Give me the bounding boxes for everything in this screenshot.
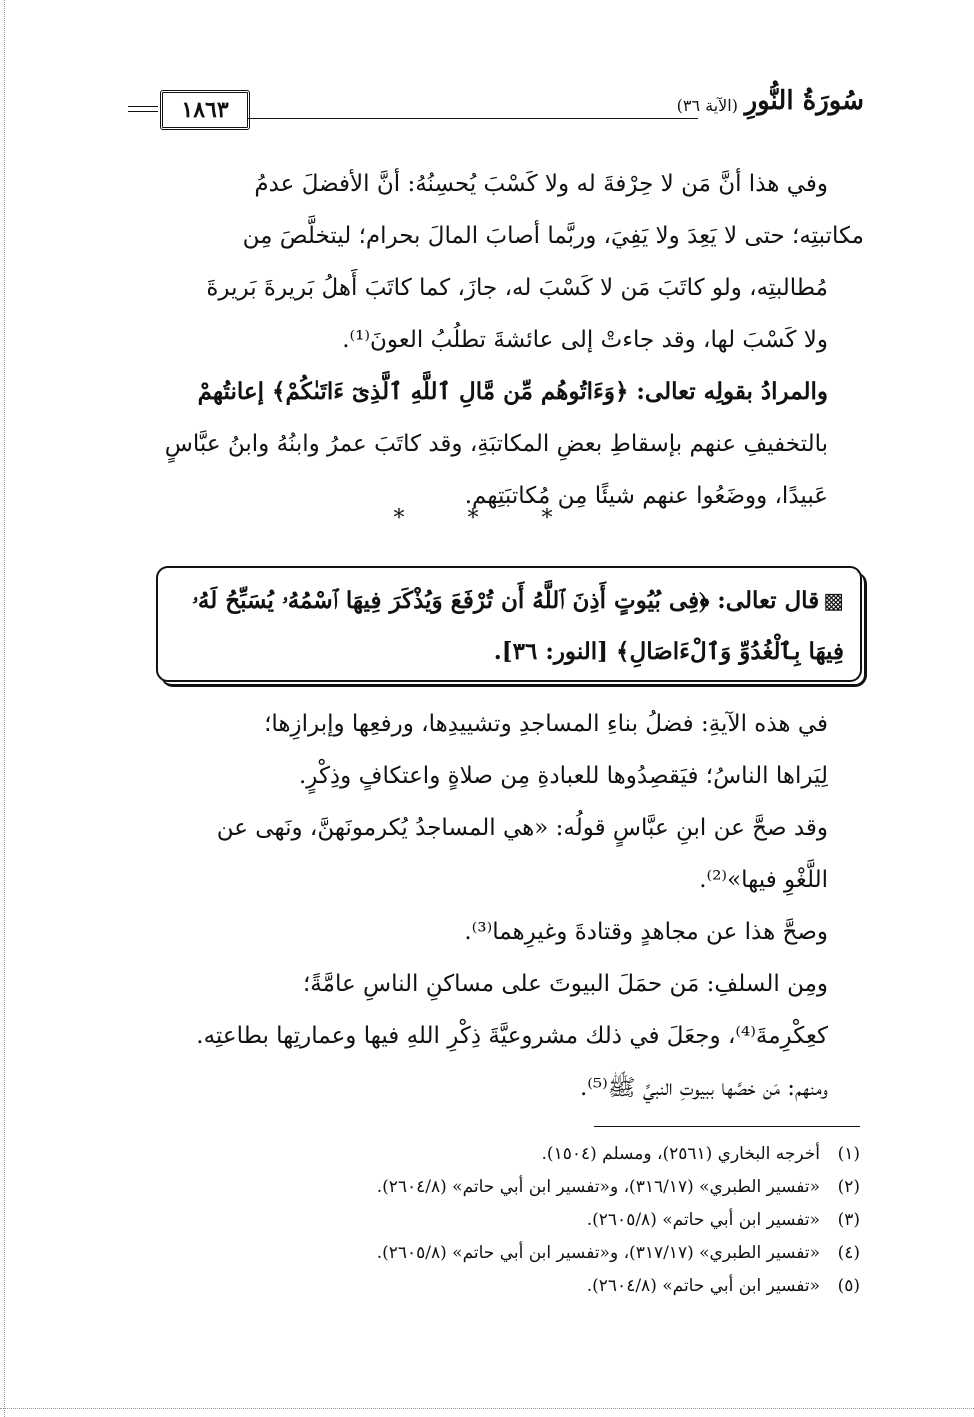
verse-line-2: فِيهَا بِٱلْغُدُوِّ وَٱلْءَاصَالِ﴾ [النور: ٣٦]. (493, 638, 844, 665)
body-top (124, 158, 864, 522)
text-line: ولا كَسْبَ لها، وقد جاءتْ إلى عائشةَ تطلُبُ العونَ⁽¹⁾. (342, 327, 828, 353)
paragraph-7 (124, 1062, 864, 1114)
footnote-number: (٢) (837, 1177, 860, 1197)
text-line: مُطالبتِه، ولو كاتَبَ مَن لا كَسْبَ له، جازَ، كما كاتَبَ أَهلُ بَريرةَ بَريرةَ (206, 275, 828, 301)
footnote-item (200, 1270, 860, 1303)
footnote-number: (٣) (837, 1210, 860, 1230)
ornament-icon: ▩ (823, 589, 844, 614)
text-line: مكاتبتِه؛ حتى لا يَعِدَ ولا يَفِيَ، وربَّما أصابَ المالَ بحرام؛ ليتخلَّصَ مِن (242, 223, 864, 249)
header-rule-left (128, 106, 158, 112)
text-line: لِيَراها الناسُ؛ فيَقصِدُوها للعبادةِ مِن صلاةٍ واعتكافٍ وذِكْرٍ. (298, 763, 828, 789)
paragraph-6 (124, 958, 864, 1062)
section-separator: * * * (393, 506, 581, 531)
text-line: اللَّغْوِ فيها»⁽²⁾. (699, 867, 828, 893)
footnote-item (200, 1237, 860, 1270)
footnote-number: (١) (837, 1144, 860, 1164)
footnote-number: (٥) (837, 1276, 860, 1296)
text-line: وفي هذا أنَّ مَن لا حِرْفةَ له ولا كَسْبَ يُحسِنُهُ: أنَّ الأفضلَ عدمُ (254, 171, 828, 197)
text-line: ومنهم: مَن خصَّها ببيوتِ النبيِّ ﷺ⁽⁵⁾. (579, 1075, 828, 1101)
text-line: والمرادُ بقولِه تعالى: ﴿وَءَاتُوهُم مِّن مَّالِ ٱللَّهِ ٱلَّذِىٓ ءَاتَىٰكُمْ﴾ إعانتُهمْ (197, 378, 828, 405)
footnote-text: «تفسير الطبري» (٣١٦/١٧)، و«تفسير ابن أبي حاتم» (٢٦٠٤/٨). (376, 1177, 820, 1197)
text-line: في هذه الآيةِ: فضلُ بناءِ المساجدِ وتشييدِها، ورفعِها وإبرازِها؛ (264, 711, 828, 737)
text-line: بالتخفيفِ عنهم بإسقاطِ بعضِ المكاتبَةِ، وقد كاتَبَ عمرُ وابنُهُ وابنُ عبَّاسٍ (164, 431, 828, 457)
footnote-item (200, 1204, 860, 1237)
paragraph-2 (124, 366, 864, 522)
page-number: ١٨٦٣ (160, 90, 250, 130)
surah-title: سُورَةُ النُّورِ (744, 86, 864, 116)
verse-line-1 (174, 576, 844, 627)
paragraph-3 (124, 698, 864, 802)
header-rule (248, 118, 698, 119)
footnote-text: أخرجه البخاري (٢٥٦١)، ومسلم (١٥٠٤). (541, 1144, 820, 1164)
footnote-text: «تفسير ابن أبي حاتم» (٢٦٠٥/٨). (586, 1210, 820, 1230)
footnote-text: «تفسير الطبري» (٣١٧/١٧)، و«تفسير ابن أبي حاتم» (٢٦٠٥/٨). (376, 1243, 820, 1263)
paragraph-4 (124, 802, 864, 906)
verse-text: قال تعالى: ﴿فِى بُيُوتٍ أَذِنَ ٱللَّهُ أَن تُرْفَعَ وَيُذْكَرَ فِيهَا ٱسْمُهُۥ يُسَبِّحُ لَهُۥ (192, 587, 820, 614)
paragraph-5 (124, 906, 864, 958)
footnote-text: «تفسير ابن أبي حاتم» (٢٦٠٤/٨). (586, 1276, 820, 1296)
text-line: وصحَّ هذا عن مجاهدٍ وقتادةَ وغيرِهما⁽³⁾. (464, 919, 828, 945)
footnote-separator (594, 1126, 860, 1127)
text-line: وقد صحَّ عن ابنِ عبَّاسٍ قولُه: «هي المساجدُ يُكرمونَهنَّ، ونَهى عن (216, 815, 828, 841)
footnote-item (200, 1138, 860, 1171)
footnote-item (200, 1171, 860, 1204)
verse-reference: (الآية ٣٦) (676, 96, 738, 115)
footnote-number: (٤) (837, 1243, 860, 1263)
page-edge-left (4, 0, 7, 1417)
text-line: كعِكْرِمةَ⁽⁴⁾، وجعَلَ في ذلك مشروعيَّةَ ذِكْرِ اللهِ فيها وعمارتِها بطاعتِه. (196, 1023, 828, 1049)
text-line: ومِن السلفِ: مَن حمَلَ البيوتَ على مساكنِ الناسِ عامَّةً؛ (302, 971, 828, 997)
page-edge-bottom (0, 1408, 974, 1409)
page-header (128, 86, 864, 130)
text-line: عَبيدًا، ووضَعُوا عنهم شيئًا مِن مُكاتبَتِهم. (464, 483, 828, 509)
body-bottom (124, 698, 864, 1114)
paragraph-1 (124, 158, 864, 366)
footnotes (200, 1138, 860, 1303)
verse-box (156, 566, 862, 682)
